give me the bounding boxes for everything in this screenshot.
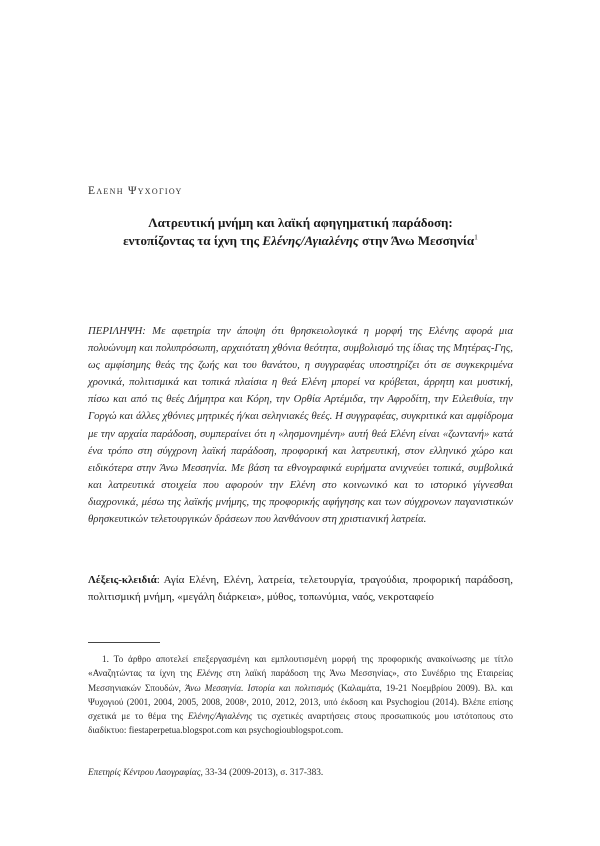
title-line-2-pre: εντοπίζοντας τα ίχνη της — [123, 233, 263, 248]
article-title — [88, 214, 513, 250]
author-name: Ελενη Ψυχογιου — [88, 185, 183, 197]
journal-name: Επετηρίς Κέντρου Λαογραφίας — [88, 768, 201, 778]
footnote-italic-1: Ελένης — [196, 668, 223, 679]
footnote-part-1: 1. Το άρθρο αποτελεί επεξεργασμένη και εμπλουτισμένη μορφή της προφορικής ανακοίνωσης με τίτλο «Αναζητώντας τα ίχνη της — [88, 654, 513, 679]
footnote-italic-2: Άνω Μεσσηνία. Ιστορία και πολιτισμός — [185, 682, 334, 693]
title-line-1: Λατρευτική μνήμη και λαϊκή αφηγηματική παράδοση: — [148, 215, 453, 230]
title-line-2 — [88, 232, 513, 250]
title-footnote-mark: 1 — [474, 232, 478, 242]
abstract-text: Με αφετηρία την άποψη ότι θρησκειολογικά η μορφή της Ελένης αφορά μια πολυώνυμη και πολυπρόσωπη, αρχαιότατη χθόνια θεότητα, συμβολισμό της ίδιας της Μητέρας-Γης, ως αμφίσημης θεάς της ζωής και του θανάτου, η συγγραφέας υποστηρίζει ότι σε συγκεκριμένα χρονικά, πολιτισμικά και τοπικά πλαίσια η θεά Ελένη μπορεί να κρύβεται, άρρητη και μυστική, πίσω και από τις θεές Δήμητρα και Κόρη, την Ορθία Αρτέμιδα, την Αφροδίτη, την Ειλειθυία, την Γοργώ και άλλες χθόνιες μητρικές ή/και σεληνιακές θεές. Η συγγραφέας, συγκριτικά και αμφίδρομα με την αρχαία παράδοση, συμπεραίνει ότι η «λησμονημένη» αυτή θεά Ελένη είναι «ζωντανή» κατά ένα τρόπο στη σύγχρονη λαϊκή παράδοση, προφορική και λατρευτική, στον ελληνικό χώρο και ειδικότερα στην Άνω Μεσσηνία. Με βάση τα εθνογραφικά ευρήματα ανιχνεύει τοπικά, συμβολικά και λατρευτικά στοιχεία που αφορούν την Ελένη στο κοινωνικό και το ιστορικό γίγνεσθαι διαχρονικά, μέσω της λαϊκής μνήμης, της προφορικής αφήγησης και των σύγχρονων παγανιστικών θρησκευτικών τελετουργικών δράσεων που λανθάνουν στη χριστιανική λατρεία. — [88, 325, 513, 526]
abstract — [88, 323, 513, 528]
journal-citation — [88, 768, 323, 778]
footnote-italic-3: Ελένης/Αγιαλένης — [187, 711, 253, 722]
footnote — [88, 652, 513, 738]
footnote-part-2: στη λαϊκή παράδοση της Άνω Μεσσηνίας», στο Συνέδριο της Εταιρείας Μεσσηνιακών Σπουδών, — [88, 668, 514, 693]
keywords — [88, 572, 513, 607]
title-line-2-post: στην Άνω Μεσσηνία — [358, 233, 475, 248]
footnote-part-4: τις σχετικές αναρτήσεις στους προσωπικούς μου ιστότοπους στο διαδίκτυο: fiestaperpetua.blogspot.com και psychogioublogspot.com. — [88, 711, 513, 736]
journal-details: , 33-34 (2009-2013), σ. 317-383. — [200, 768, 324, 778]
keywords-label: Λέξεις-κλειδιά — [88, 574, 157, 586]
footnote-divider — [88, 642, 160, 643]
title-line-2-italic: Ελένης/Αγιαλένης — [262, 233, 359, 248]
keywords-text: : Αγία Ελένη, Ελένη, λατρεία, τελετουργία, τραγούδια, προφορική παράδοση, πολιτισμική μνήμη, «μεγάλη διάρκεια», μύθος, τοπωνύμια, ναός, νεκροταφείο — [88, 574, 513, 604]
footnote-part-3: (Καλαμάτα, 19-21 Νοεμβρίου 2009). Βλ. και Ψυχογιού (2001, 2004, 2005, 2008, 2008ᵃ, 2010, 2012, 2013, υπό έκδοση και Psychogiou (2014). Βλέπε επίσης σχετικά με το θέμα της — [88, 682, 513, 722]
abstract-label: ΠΕΡΙΛΗΨΗ: — [88, 325, 146, 337]
